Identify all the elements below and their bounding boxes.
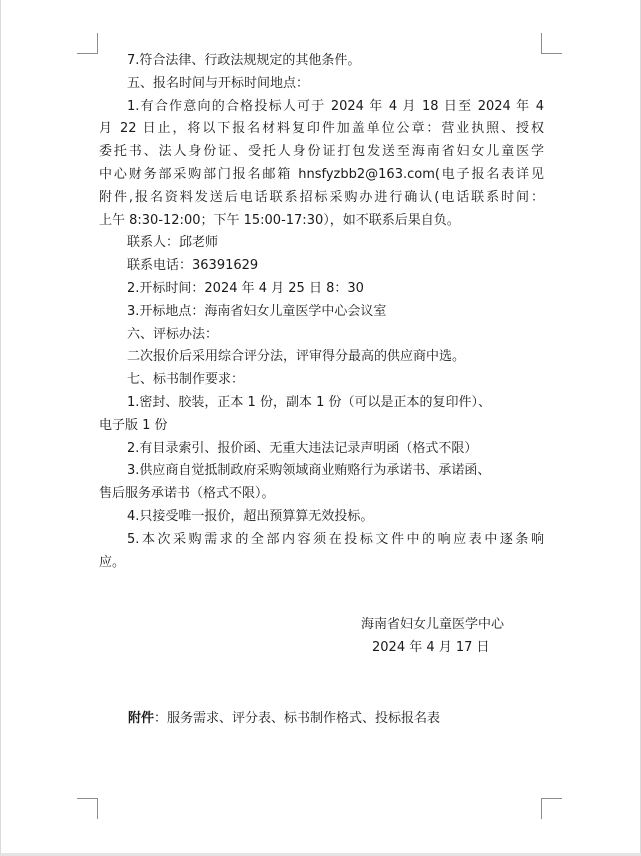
paragraph-line: 二次报价后采用综合评分法，评审得分最高的供应商中选。 — [127, 349, 466, 365]
crop-mark-top-right — [541, 33, 562, 54]
paragraph-line: 2.有目录索引、报价函、无重大违法记录声明函（格式不限） — [127, 440, 478, 456]
paragraph-line: 月 22 日止，将以下报名材料复印件加盖单位公章：营业执照、授权 — [99, 121, 544, 137]
attachment-items: 服务需求、评分表、标书制作格式、投标报名表 — [167, 711, 441, 726]
attachment-line — [128, 707, 440, 726]
paragraph-line: 7.符合法律、行政法规规定的其他条件。 — [127, 53, 361, 68]
paragraph-line: 1.密封、胶装，正本 1 份，副本 1 份（可以是正本的复印件）、 — [127, 394, 491, 410]
paragraph-line: 上午 8:30-12:00；下午 15:00-17:30），如不联系后果自负。 — [99, 212, 460, 228]
opening-location: 3.开标地点：海南省妇女儿童医学中心会议室 — [127, 303, 387, 319]
signature-organization: 海南省妇女儿童医学中心 — [361, 617, 505, 632]
crop-mark-bottom-right — [541, 798, 562, 819]
section-heading: 五、报名时间与开标时间地点： — [127, 75, 310, 91]
paragraph-line: 5.本次采购需求的全部内容须在投标文件中的响应表中逐条响 — [127, 531, 544, 547]
crop-mark-top-left — [77, 33, 98, 54]
paragraph-line: 委托书、法人身份证、受托人身份证打包发送至海南省妇女儿童医学 — [99, 144, 544, 160]
paragraph-line: 电子版 1 份 — [99, 417, 168, 433]
signature-date: 2024 年 4 月 17 日 — [372, 640, 490, 655]
contact-phone: 联系电话：36391629 — [127, 258, 259, 274]
paragraph-line: 4.只接受唯一报价，超出预算算无效投标。 — [127, 508, 374, 524]
paragraph-line: 3.供应商自觉抵制政府采购领域商业贿赂行为承诺书、承诺函、 — [127, 463, 491, 479]
paragraph-line: 应。 — [99, 554, 126, 570]
paragraph-line: 中心财务部采购部门报名邮箱 hnsfyzbb2@163.com(电子报名表详见 — [99, 166, 544, 182]
attachment-label: 附件 — [128, 711, 155, 726]
paragraph-line: 附件,报名资料发送后电话联系招标采购办进行确认(电话联系时间： — [99, 189, 544, 205]
attachment-separator: ： — [154, 711, 168, 726]
section-heading: 六、评标办法： — [127, 326, 219, 342]
opening-time: 2.开标时间：2024 年 4 月 25 日 8：30 — [127, 280, 364, 296]
contact-person: 联系人：邱老师 — [127, 235, 219, 251]
crop-mark-bottom-left — [77, 798, 98, 819]
paragraph-line: 1.有合作意向的合格投标人可于 2024 年 4 月 18 日至 2024 年 4 — [127, 98, 544, 114]
document-body — [99, 50, 544, 574]
page-edge-left — [0, 0, 1, 856]
section-heading: 七、标书制作要求： — [127, 372, 245, 388]
paragraph-line: 售后服务承诺书（格式不限）。 — [99, 486, 275, 502]
